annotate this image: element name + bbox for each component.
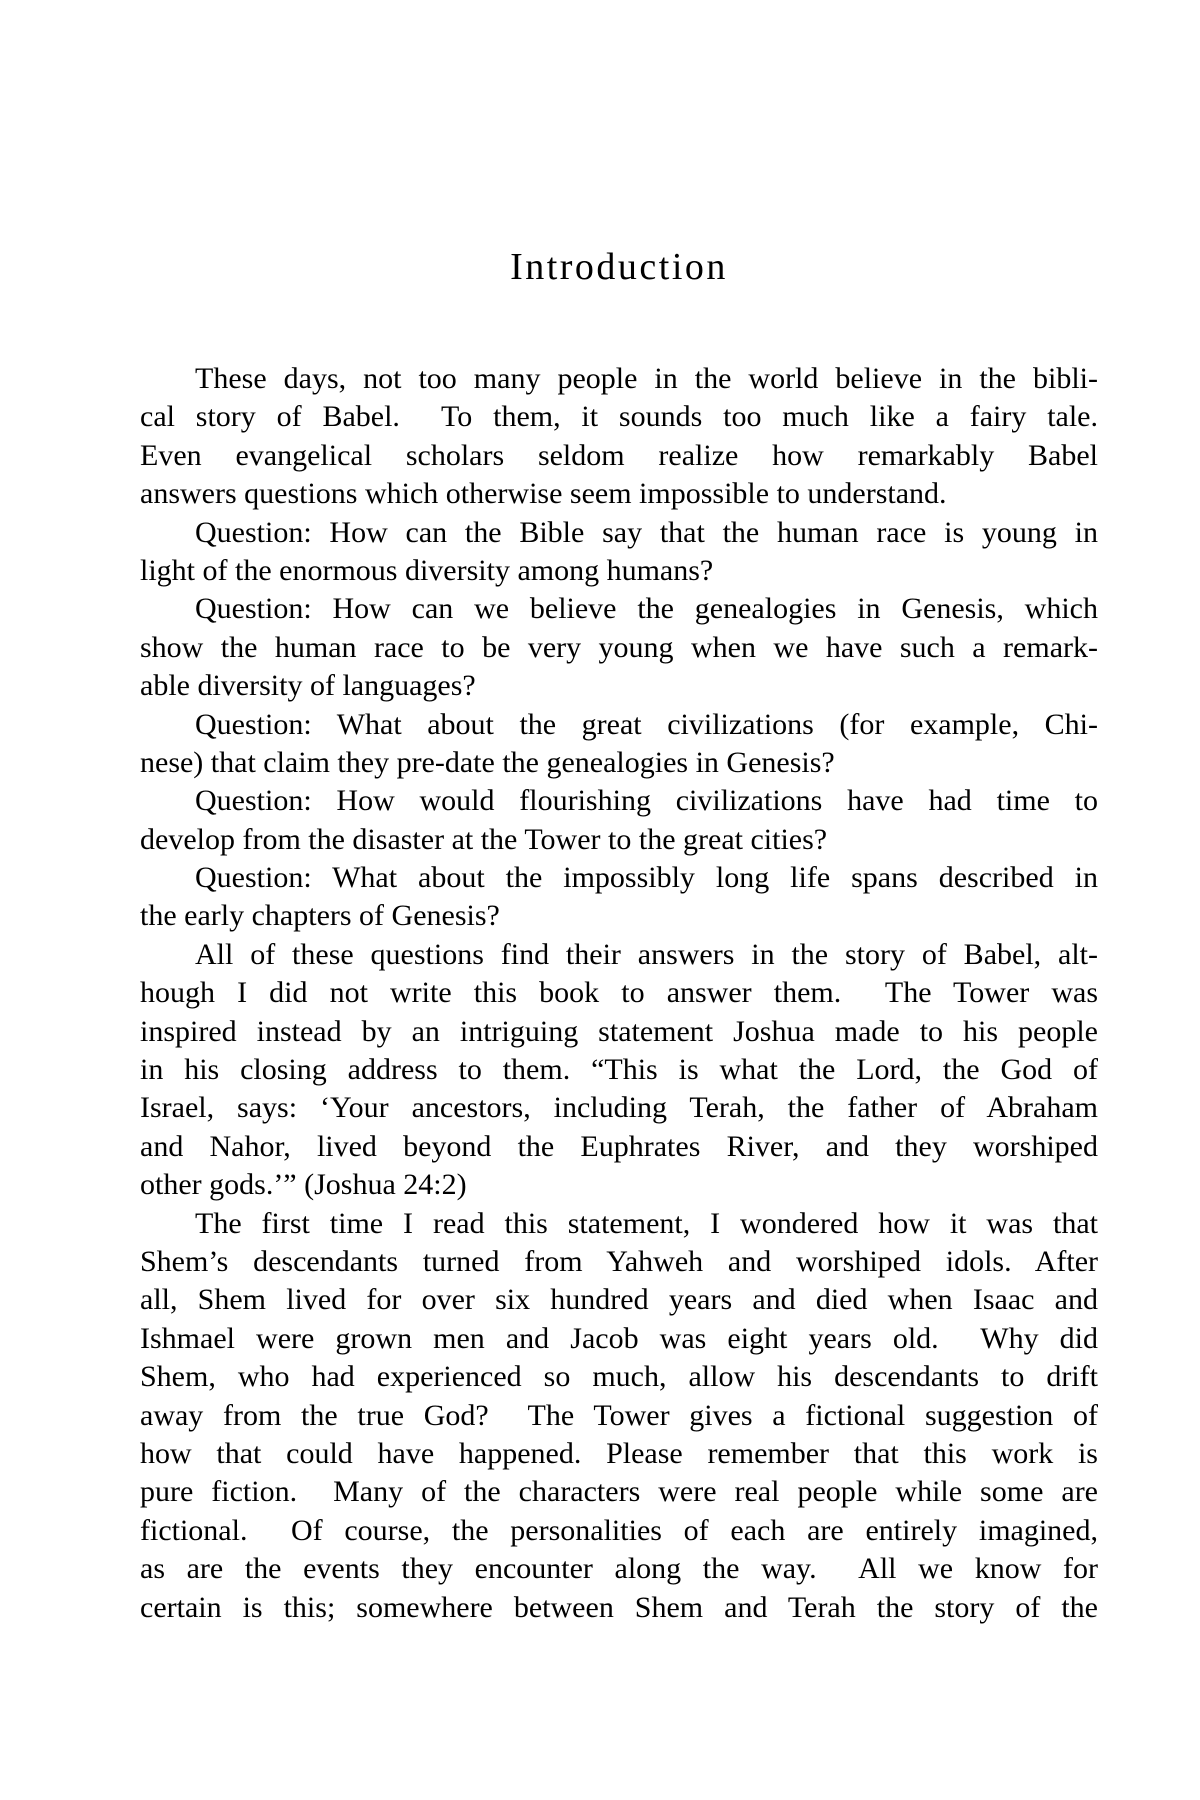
text-line: hough I did not write this book to answer them. The Tower was: [140, 976, 1098, 1010]
body-text: [140, 360, 1098, 1627]
paragraph: [140, 360, 1098, 514]
chapter-title: Introduction: [510, 246, 728, 288]
text-line: and Nahor, lived beyond the Euphrates River, and they worshiped: [140, 1129, 1098, 1163]
text-line: fictional. Of course, the personalities of each are entirely imagined,: [140, 1513, 1098, 1547]
text-line: away from the true God? The Tower gives a fictional suggestion of: [140, 1398, 1098, 1432]
text-line: how that could have happened. Please remember that this work is: [140, 1436, 1098, 1470]
text-line: light of the enormous diversity among humans?: [140, 553, 714, 587]
text-line: Israel, says: ‘Your ancestors, including Terah, the father of Abraham: [140, 1091, 1098, 1125]
paragraph: [140, 859, 1098, 936]
paragraph: [140, 514, 1098, 591]
text-line: These days, not too many people in the world believe in the bibli-: [195, 362, 1098, 395]
text-line: all, Shem lived for over six hundred years and died when Isaac and: [140, 1283, 1098, 1317]
text-line: answers questions which otherwise seem impossible to understand.: [140, 477, 947, 511]
text-line: develop from the disaster at the Tower to the great cities?: [140, 822, 828, 856]
text-line: in his closing address to them. “This is what the Lord, the God of: [140, 1053, 1098, 1087]
text-line: Question: What about the impossibly long life spans described in: [195, 861, 1098, 895]
paragraph: [140, 782, 1098, 859]
text-line: Shem, who had experienced so much, allow his descendants to drift: [140, 1360, 1098, 1394]
text-line: pure fiction. Many of the characters were real people while some are: [140, 1475, 1098, 1509]
text-line: Question: How can the Bible say that the human race is young in: [195, 515, 1098, 549]
text-line: Question: What about the great civilizations (for example, Chi-: [195, 707, 1098, 741]
text-line: Question: How can we believe the genealogies in Genesis, which: [195, 592, 1098, 626]
text-line: Question: How would flourishing civilizations have had time to: [195, 784, 1098, 818]
paragraph: [140, 936, 1098, 1205]
text-line: Ishmael were grown men and Jacob was eight years old. Why did: [140, 1321, 1098, 1355]
text-line: The first time I read this statement, I wondered how it was that: [195, 1206, 1098, 1240]
text-line: show the human race to be very young when we have such a remark-: [140, 630, 1098, 664]
text-line: as are the events they encounter along the way. All we know for: [140, 1552, 1098, 1586]
text-line: certain is this; somewhere between Shem and Terah the story of the: [140, 1590, 1098, 1624]
paragraph: [140, 1205, 1098, 1627]
text-line: nese) that claim they pre-date the genealogies in Genesis?: [140, 745, 835, 779]
paragraph: [140, 590, 1098, 705]
text-line: All of these questions find their answers in the story of Babel, alt-: [195, 937, 1098, 971]
text-line: cal story of Babel. To them, it sounds too much like a fairy tale.: [140, 400, 1098, 434]
text-line: Even evangelical scholars seldom realize how remarkably Babel: [140, 438, 1098, 472]
text-line: able diversity of languages?: [140, 669, 476, 703]
text-line: the early chapters of Genesis?: [140, 899, 500, 933]
paragraph: [140, 706, 1098, 783]
text-line: other gods.’” (Joshua 24:2): [140, 1168, 467, 1202]
page-content: [140, 0, 1098, 1800]
text-line: Shem’s descendants turned from Yahweh and worshiped idols. After: [140, 1244, 1098, 1278]
text-line: inspired instead by an intriguing statement Joshua made to his people: [140, 1014, 1098, 1048]
